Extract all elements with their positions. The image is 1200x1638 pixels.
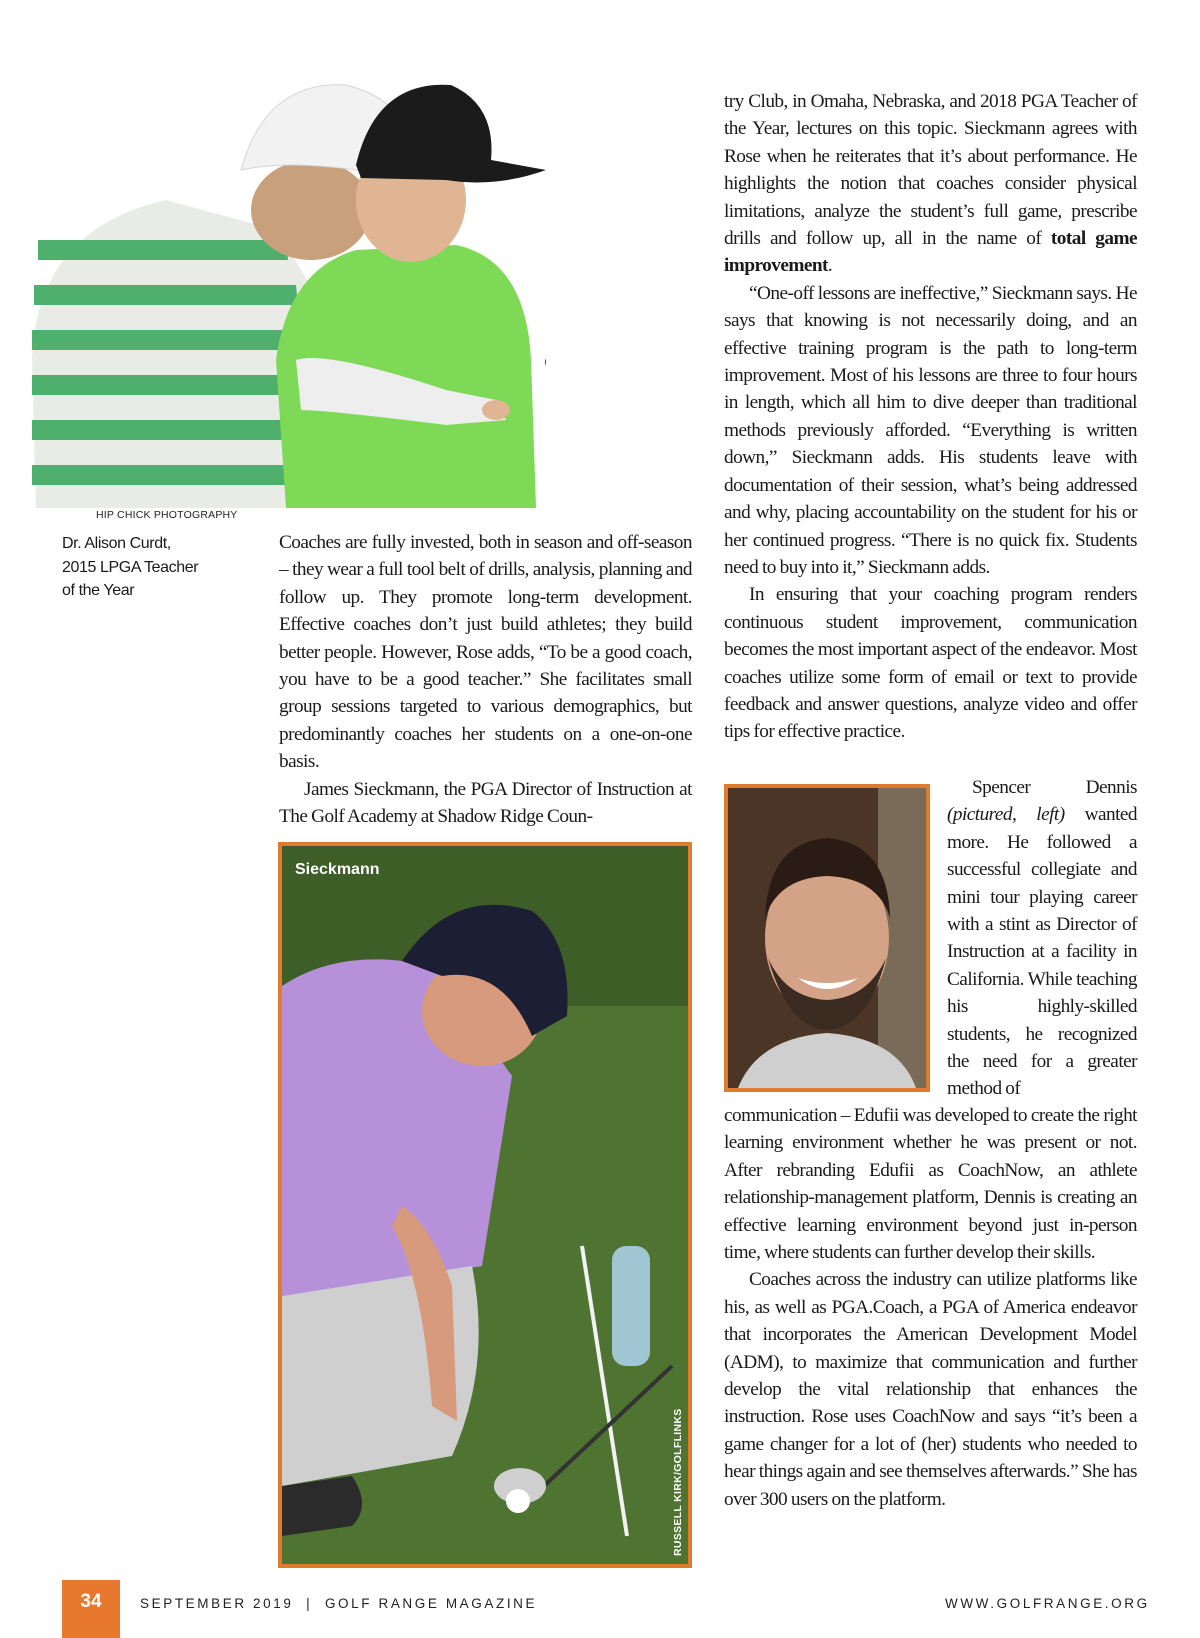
article-column-right-top [724, 88, 1137, 746]
caption-line: Dr. Alison Curdt, [62, 535, 171, 552]
paragraph: “One-off lessons are ineffective,” Sieckmann says. He says that knowing is not necessarily doing, and an effective training program is the path to long-term improvement. Most of his lessons are three to four hours in length, which all him to dive deeper than traditional methods previously afforded. “Everything is written down,” Sieckmann adds. His students leave with documentation of their session, what’s being addressed and why, placing accountability on the student for his or her continued progress. “There is no quick fix. Students need to buy into it,” Sieckmann adds. [724, 282, 1137, 578]
photo-credit-top: HIP CHICK PHOTOGRAPHY [96, 509, 238, 521]
caption-line: 2015 LPGA Teacher [62, 558, 199, 576]
page-number: 34 [62, 1580, 120, 1638]
photo-label-sieckmann: Sieckmann [295, 861, 380, 878]
article-column-middle [279, 529, 692, 830]
paragraph-text: try Club, in Omaha, Nebraska, and 2018 PGA Teacher of the Year, lectures on this topic. Sieckmann agrees with Rose when he reiterates that it’s about performance. He highlights the notion that coaches consider physical limitations, analyze the student’s full game, prescribe drills and follow up, all in the name of [724, 91, 1137, 250]
italic-phrase: (pictured, left) [947, 804, 1065, 826]
paragraph: James Sieckmann, the PGA Director of Instruction at The Golf Academy at Shadow Ridge Coun- [279, 778, 692, 828]
photo-caption-top [62, 532, 242, 603]
paragraph-text: . [827, 255, 833, 277]
paragraph [724, 88, 1137, 280]
article-column-right-bottom [724, 1102, 1137, 1513]
footer-issue: SEPTEMBER 2019 | GOLF RANGE MAGAZINE [140, 1596, 538, 1611]
photo-sieckmann [278, 842, 692, 1568]
footer-website: WWW.GOLFRANGE.ORG [945, 1596, 1150, 1611]
paragraph [947, 774, 1137, 1103]
paragraph-text: Spencer Dennis [972, 777, 1137, 798]
photo-curdt-coaching [26, 60, 546, 508]
photo-spencer-dennis [724, 784, 930, 1092]
photo-curdt-illustration [26, 60, 546, 508]
caption-line: of the Year [62, 582, 135, 599]
paragraph: Coaches across the industry can utilize platforms like his, as well as PGA.Coach, a PGA of America endeavor that incorporates the American Development Model (ADM), to maximize that communication and further develop the vital relationship that enhances the instruction. Rose uses CoachNow and says “it’s been a game changer for a lot of (her) students who needed to hear things again and see themselves afterwards.” She has over 300 users on the platform. [724, 1269, 1137, 1510]
article-column-right-wrap [947, 774, 1137, 1103]
paragraph: communication – Edufii was developed to create the right learning environment whether he was present or not. After rebranding Edufii as CoachNow, an athlete relationship-management platform, Dennis is creating an effective learning environment beyond just in-person time, where students can further develop their skills. [724, 1105, 1137, 1264]
paragraph-text: wanted more. He followed a successful collegiate and mini tour playing career with a stint as Director of Instruction at a facility in California. While teaching his highly-skilled students, he recognized the need for a greater method of [947, 804, 1137, 1100]
bold-phrase: total game improvement [724, 228, 1137, 277]
paragraph: Coaches are fully invested, both in season and off-season – they wear a full tool belt of drills, analysis, planning and follow up. They promote long-term development. Effective coaches don’t just build athletes; they build better people. However, Rose adds, “To be a good coach, you have to be a good teacher.” She facilitates small group sessions targeted to various demographics, but predominantly coaches her students on a one-on-one basis. [279, 532, 692, 773]
paragraph: In ensuring that your coaching program renders continuous student improvement, communication becomes the most important aspect of the endeavor. Most coaches utilize some form of email or text to provide feedback and answer questions, analyze video and offer tips for effective practice. [724, 584, 1137, 743]
photo-sieckmann-illustration [282, 846, 688, 1564]
photo-credit-sieckmann: RUSSELL KIRK/GOLFLINKS [672, 1408, 684, 1556]
photo-dennis-illustration [728, 788, 926, 1088]
